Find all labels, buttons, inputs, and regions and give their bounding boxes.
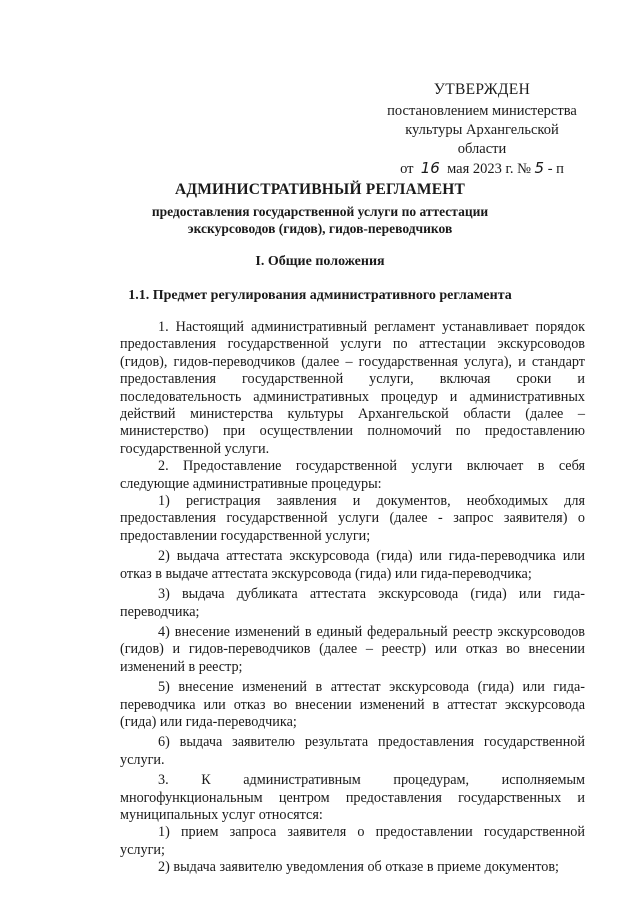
date-suffix: - п [547, 161, 564, 177]
approval-stamp-block [382, 80, 582, 179]
handwritten-day: 16 [420, 159, 440, 177]
handwritten-number: 5 [534, 159, 545, 177]
document-body [120, 319, 585, 877]
list-item-8: 2) выдача заявителю уведомления об отказе в приеме документов; [158, 859, 559, 876]
list-item-3: 3) выдача дубликата аттестата экскурсовода (гида) или гида-переводчика; [120, 586, 585, 620]
approval-line-2: культуры Архангельской области [405, 122, 559, 157]
document-title: АДМИНИСТРАТИВНЫЙ РЕГЛАМЕНТ [174, 181, 466, 198]
list-item-7: 1) прием запроса заявителя о предоставлении государственной услуги; [120, 824, 585, 858]
paragraph-3: 3. К административным процедурам, исполняемым многофункциональным центром предоставления государственных и муниципальных услуг относятся: [120, 772, 585, 823]
approval-line-1: постановлением министерства [387, 103, 577, 119]
list-item-5: 5) внесение изменений в аттестат экскурсовода (гида) или гида-переводчика или отказ во внесении изменений в аттестат экскурсовода (гида) или гида-переводчика; [120, 679, 585, 730]
paragraph-2: 2. Предоставление государственной услуги включает в себя следующие административные процедуры: [120, 458, 585, 492]
list-item-4: 4) внесение изменений в единый федеральный реестр экскурсоводов (гидов) и гидов-переводчиков (далее – реестр) или отказ во внесении изменений в реестр; [120, 623, 585, 675]
list-item-1: 1) регистрация заявления и документов, необходимых для предоставления государственной услуги (далее - запрос заявителя) о предоставлении государственной услуги; [120, 493, 585, 544]
section-heading: I. Общие положения [255, 254, 385, 269]
approval-heading: УТВЕРЖДЕН [433, 81, 531, 98]
document-subtitle [100, 203, 540, 237]
list-item-2: 2) выдача аттестата экскурсовода (гида) или гида-переводчика или отказ в выдаче аттестата экскурсовода (гида) или гида-переводчика; [120, 548, 585, 582]
date-prefix: от [400, 161, 414, 177]
subtitle-line-1: предоставления государственной услуги по аттестации [151, 204, 489, 219]
approval-date-line [382, 159, 582, 179]
date-middle: мая 2023 г. № [447, 161, 531, 177]
list-item-6: 6) выдача заявителю результата предоставления государственной услуги. [120, 734, 585, 768]
subsection-heading: 1.1. Предмет регулирования административного регламента [128, 288, 512, 303]
subtitle-line-2: экскурсоводов (гидов), гидов-переводчиков [187, 221, 453, 236]
paragraph-1: 1. Настоящий административный регламент устанавливает порядок предоставления государственной услуги по аттестации экскурсоводов (гидов), гидов-переводчиков (далее – государственная услуга), и стандарт предоставления государственной услуги, включая сроки и последовательность административных процедур и административных действий министерства культуры Архангельской области (далее – министерство) при осуществлении полномочий по предоставлению государственной услуги. [120, 319, 585, 457]
